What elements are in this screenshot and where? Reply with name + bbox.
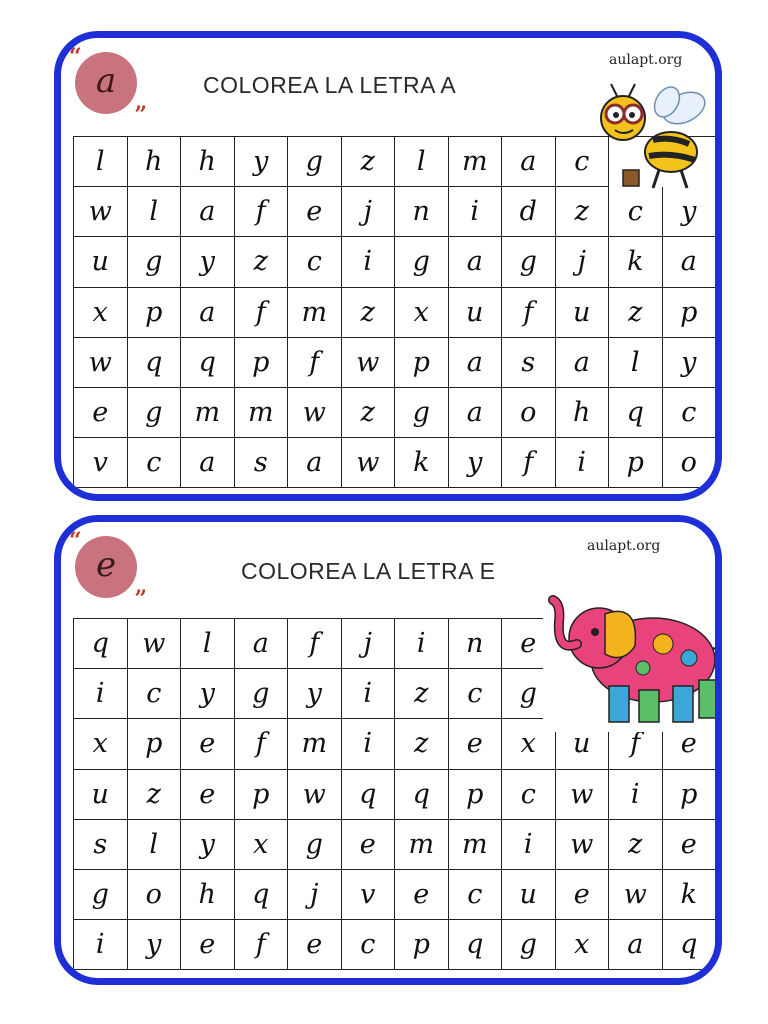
letter-cell[interactable]: p — [128, 719, 182, 769]
letter-cell[interactable]: x — [74, 288, 128, 338]
letter-cell[interactable]: s — [235, 438, 289, 488]
letter-cell[interactable]: c — [288, 237, 342, 287]
elephant-icon — [543, 582, 722, 732]
letter-cell[interactable]: e — [181, 719, 235, 769]
letter-cell[interactable]: e — [502, 619, 556, 669]
letter-cell[interactable]: j — [342, 187, 396, 237]
letter-cell[interactable]: i — [342, 237, 396, 287]
letter-cell[interactable]: q — [74, 619, 128, 669]
letter-cell[interactable]: u — [74, 770, 128, 820]
letter-cell[interactable]: p — [235, 770, 289, 820]
letter-cell[interactable]: z — [609, 288, 663, 338]
letter-cell[interactable]: q — [128, 338, 182, 388]
letter-cell[interactable]: g — [502, 237, 556, 287]
letter-cell[interactable]: f — [235, 719, 289, 769]
letter-cell[interactable]: g — [288, 137, 342, 187]
letter-cell[interactable]: u — [556, 719, 610, 769]
letter-cell[interactable]: m — [288, 288, 342, 338]
letter-cell[interactable]: j — [556, 237, 610, 287]
letter-cell[interactable]: q — [342, 770, 396, 820]
letter-cell[interactable]: v — [342, 870, 396, 920]
letter-cell[interactable]: w — [288, 388, 342, 438]
letter-badge-e — [69, 528, 147, 612]
letter-cell[interactable]: e — [556, 870, 610, 920]
letter-cell[interactable]: e — [288, 187, 342, 237]
worksheet-card-e — [54, 515, 722, 985]
site-name: aulapt.org — [587, 538, 661, 554]
letter-cell[interactable]: g — [395, 388, 449, 438]
letter-cell[interactable]: e — [288, 920, 342, 970]
open-quote-icon: “ — [69, 44, 82, 70]
letter-cell[interactable]: z — [395, 669, 449, 719]
letter-cell[interactable]: a — [556, 338, 610, 388]
letter-cell[interactable]: x — [395, 288, 449, 338]
letter-cell[interactable]: c — [449, 669, 503, 719]
worksheet-card-a — [54, 31, 722, 501]
letter-cell[interactable]: c — [556, 137, 610, 187]
letter-cell[interactable]: m — [449, 137, 503, 187]
letter-cell[interactable]: y — [181, 237, 235, 287]
letter-cell[interactable]: e — [663, 820, 717, 870]
letter-cell[interactable]: i — [395, 619, 449, 669]
letter-cell[interactable]: a — [502, 137, 556, 187]
letter-cell[interactable]: g — [502, 920, 556, 970]
letter-cell[interactable]: y — [663, 338, 717, 388]
letter-cell[interactable]: m — [395, 820, 449, 870]
letter-cell[interactable]: i — [74, 669, 128, 719]
letter-cell[interactable]: d — [502, 187, 556, 237]
letter-cell[interactable]: i — [609, 770, 663, 820]
letter-cell[interactable]: a — [449, 388, 503, 438]
letter-cell[interactable]: p — [663, 288, 717, 338]
letter-cell[interactable]: c — [342, 920, 396, 970]
letter-cell[interactable]: f — [235, 288, 289, 338]
letter-cell[interactable]: x — [74, 719, 128, 769]
letter-cell[interactable]: o — [663, 438, 717, 488]
letter-cell[interactable]: a — [449, 338, 503, 388]
letter-cell[interactable]: p — [235, 338, 289, 388]
letter-cell[interactable]: v — [74, 438, 128, 488]
letter-cell[interactable]: z — [235, 237, 289, 287]
letter-cell[interactable]: y — [128, 920, 182, 970]
letter-cell[interactable]: y — [235, 137, 289, 187]
letter-cell[interactable]: p — [128, 288, 182, 338]
letter-cell[interactable]: z — [395, 719, 449, 769]
letter-cell[interactable]: c — [502, 770, 556, 820]
letter-cell[interactable]: x — [556, 920, 610, 970]
letter-cell[interactable]: z — [342, 288, 396, 338]
letter-cell[interactable]: f — [288, 619, 342, 669]
letter-cell[interactable]: f — [609, 719, 663, 769]
letter-cell[interactable]: w — [342, 438, 396, 488]
letter-cell[interactable]: g — [288, 820, 342, 870]
bee-icon — [589, 78, 715, 200]
letter-cell[interactable]: e — [74, 388, 128, 438]
letter-cell[interactable]: u — [449, 288, 503, 338]
letter-cell[interactable]: a — [235, 619, 289, 669]
letter-cell[interactable]: y — [181, 820, 235, 870]
letter-cell[interactable]: m — [235, 388, 289, 438]
letter-cell[interactable]: j — [288, 870, 342, 920]
letter-cell[interactable]: g — [502, 669, 556, 719]
worksheet-title: COLOREA LA LETRA E — [241, 558, 496, 584]
letter-cell[interactable]: g — [74, 870, 128, 920]
letter-cell[interactable]: c — [128, 438, 182, 488]
letter-cell[interactable]: a — [449, 237, 503, 287]
letter-cell[interactable]: g — [395, 237, 449, 287]
letter-cell[interactable]: h — [181, 870, 235, 920]
letter-cell[interactable]: f — [288, 338, 342, 388]
letter-cell[interactable]: e — [449, 719, 503, 769]
letter-cell[interactable]: g — [128, 388, 182, 438]
open-quote-icon: “ — [69, 528, 82, 554]
letter-cell[interactable]: i — [342, 719, 396, 769]
letter-cell[interactable]: w — [342, 338, 396, 388]
letter-cell[interactable]: z — [609, 820, 663, 870]
letter-cell[interactable]: c — [663, 388, 717, 438]
letter-cell[interactable]: s — [502, 338, 556, 388]
letter-cell[interactable]: w — [74, 187, 128, 237]
close-quote-icon: ” — [134, 102, 147, 128]
letter-cell[interactable]: i — [556, 438, 610, 488]
letter-cell[interactable]: c — [449, 870, 503, 920]
letter-cell[interactable]: k — [663, 870, 717, 920]
letter-cell[interactable]: a — [181, 288, 235, 338]
letter-cell[interactable]: m — [449, 820, 503, 870]
letter-cell[interactable]: o — [128, 870, 182, 920]
letter-cell[interactable]: k — [609, 237, 663, 287]
letter-cell[interactable]: k — [395, 438, 449, 488]
letter-cell[interactable]: o — [502, 388, 556, 438]
letter-cell[interactable]: u — [556, 288, 610, 338]
letter-cell[interactable]: j — [342, 619, 396, 669]
badge-letter: a — [95, 61, 117, 101]
letter-cell[interactable]: q — [449, 920, 503, 970]
letter-cell[interactable]: w — [128, 619, 182, 669]
letter-cell[interactable]: g — [235, 669, 289, 719]
letter-cell[interactable]: x — [235, 820, 289, 870]
letter-cell[interactable]: z — [128, 770, 182, 820]
letter-cell[interactable]: e — [342, 820, 396, 870]
letter-cell[interactable]: q — [663, 920, 717, 970]
letter-badge-a — [69, 44, 147, 128]
letter-cell[interactable]: l — [609, 338, 663, 388]
letter-cell[interactable]: c — [609, 187, 663, 237]
letter-cell[interactable]: p — [609, 438, 663, 488]
letter-cell[interactable]: a — [181, 438, 235, 488]
letter-cell[interactable]: y — [449, 438, 503, 488]
letter-cell[interactable]: f — [502, 288, 556, 338]
letter-cell[interactable]: a — [663, 237, 717, 287]
letter-cell[interactable]: y — [288, 669, 342, 719]
letter-cell[interactable]: h — [556, 388, 610, 438]
letter-cell[interactable]: q — [181, 338, 235, 388]
letter-cell[interactable]: p — [395, 338, 449, 388]
letter-cell[interactable]: w — [288, 770, 342, 820]
letter-cell[interactable]: y — [181, 669, 235, 719]
letter-cell[interactable]: f — [502, 438, 556, 488]
letter-cell[interactable]: z — [342, 137, 396, 187]
letter-cell[interactable]: l — [128, 187, 182, 237]
letter-cell[interactable]: a — [181, 187, 235, 237]
letter-cell[interactable]: i — [449, 187, 503, 237]
letter-cell[interactable]: p — [663, 770, 717, 820]
letter-cell[interactable]: c — [128, 669, 182, 719]
letter-cell[interactable]: z — [556, 187, 610, 237]
letter-cell[interactable]: x — [502, 719, 556, 769]
site-name: aulapt.org — [609, 52, 683, 68]
letter-cell[interactable]: n — [395, 187, 449, 237]
letter-cell[interactable]: q — [395, 770, 449, 820]
letter-cell[interactable]: e — [181, 920, 235, 970]
letter-cell[interactable]: f — [235, 187, 289, 237]
letter-cell[interactable]: p — [449, 770, 503, 820]
letter-cell[interactable]: l — [128, 820, 182, 870]
letter-cell[interactable]: z — [342, 388, 396, 438]
badge-letter: e — [95, 545, 117, 585]
letter-cell[interactable]: i — [342, 669, 396, 719]
letter-cell[interactable]: l — [74, 137, 128, 187]
letter-cell[interactable]: p — [395, 920, 449, 970]
letter-cell[interactable]: q — [235, 870, 289, 920]
letter-cell[interactable]: e — [395, 870, 449, 920]
letter-cell[interactable]: e — [663, 719, 717, 769]
letter-cell[interactable]: w — [74, 338, 128, 388]
worksheet-title: COLOREA LA LETRA A — [203, 72, 457, 98]
letter-cell[interactable]: q — [609, 388, 663, 438]
letter-cell[interactable]: e — [181, 770, 235, 820]
letter-cell[interactable]: a — [609, 920, 663, 970]
letter-cell[interactable]: l — [181, 619, 235, 669]
letter-cell[interactable]: m — [288, 719, 342, 769]
letter-cell[interactable]: g — [128, 237, 182, 287]
letter-cell[interactable]: w — [609, 870, 663, 920]
letter-cell[interactable]: m — [181, 388, 235, 438]
letter-cell[interactable]: h — [181, 137, 235, 187]
letter-cell[interactable]: a — [288, 438, 342, 488]
letter-cell[interactable]: i — [502, 820, 556, 870]
letter-cell[interactable]: i — [74, 920, 128, 970]
letter-cell[interactable]: w — [556, 820, 610, 870]
letter-cell[interactable]: l — [395, 137, 449, 187]
letter-cell[interactable]: y — [663, 187, 717, 237]
letter-cell[interactable]: w — [556, 770, 610, 820]
close-quote-icon: ” — [134, 586, 147, 612]
letter-cell[interactable]: s — [74, 820, 128, 870]
letter-cell[interactable]: u — [502, 870, 556, 920]
letter-cell[interactable]: n — [449, 619, 503, 669]
letter-cell[interactable]: h — [128, 137, 182, 187]
letter-cell[interactable]: f — [235, 920, 289, 970]
letter-cell[interactable]: u — [74, 237, 128, 287]
